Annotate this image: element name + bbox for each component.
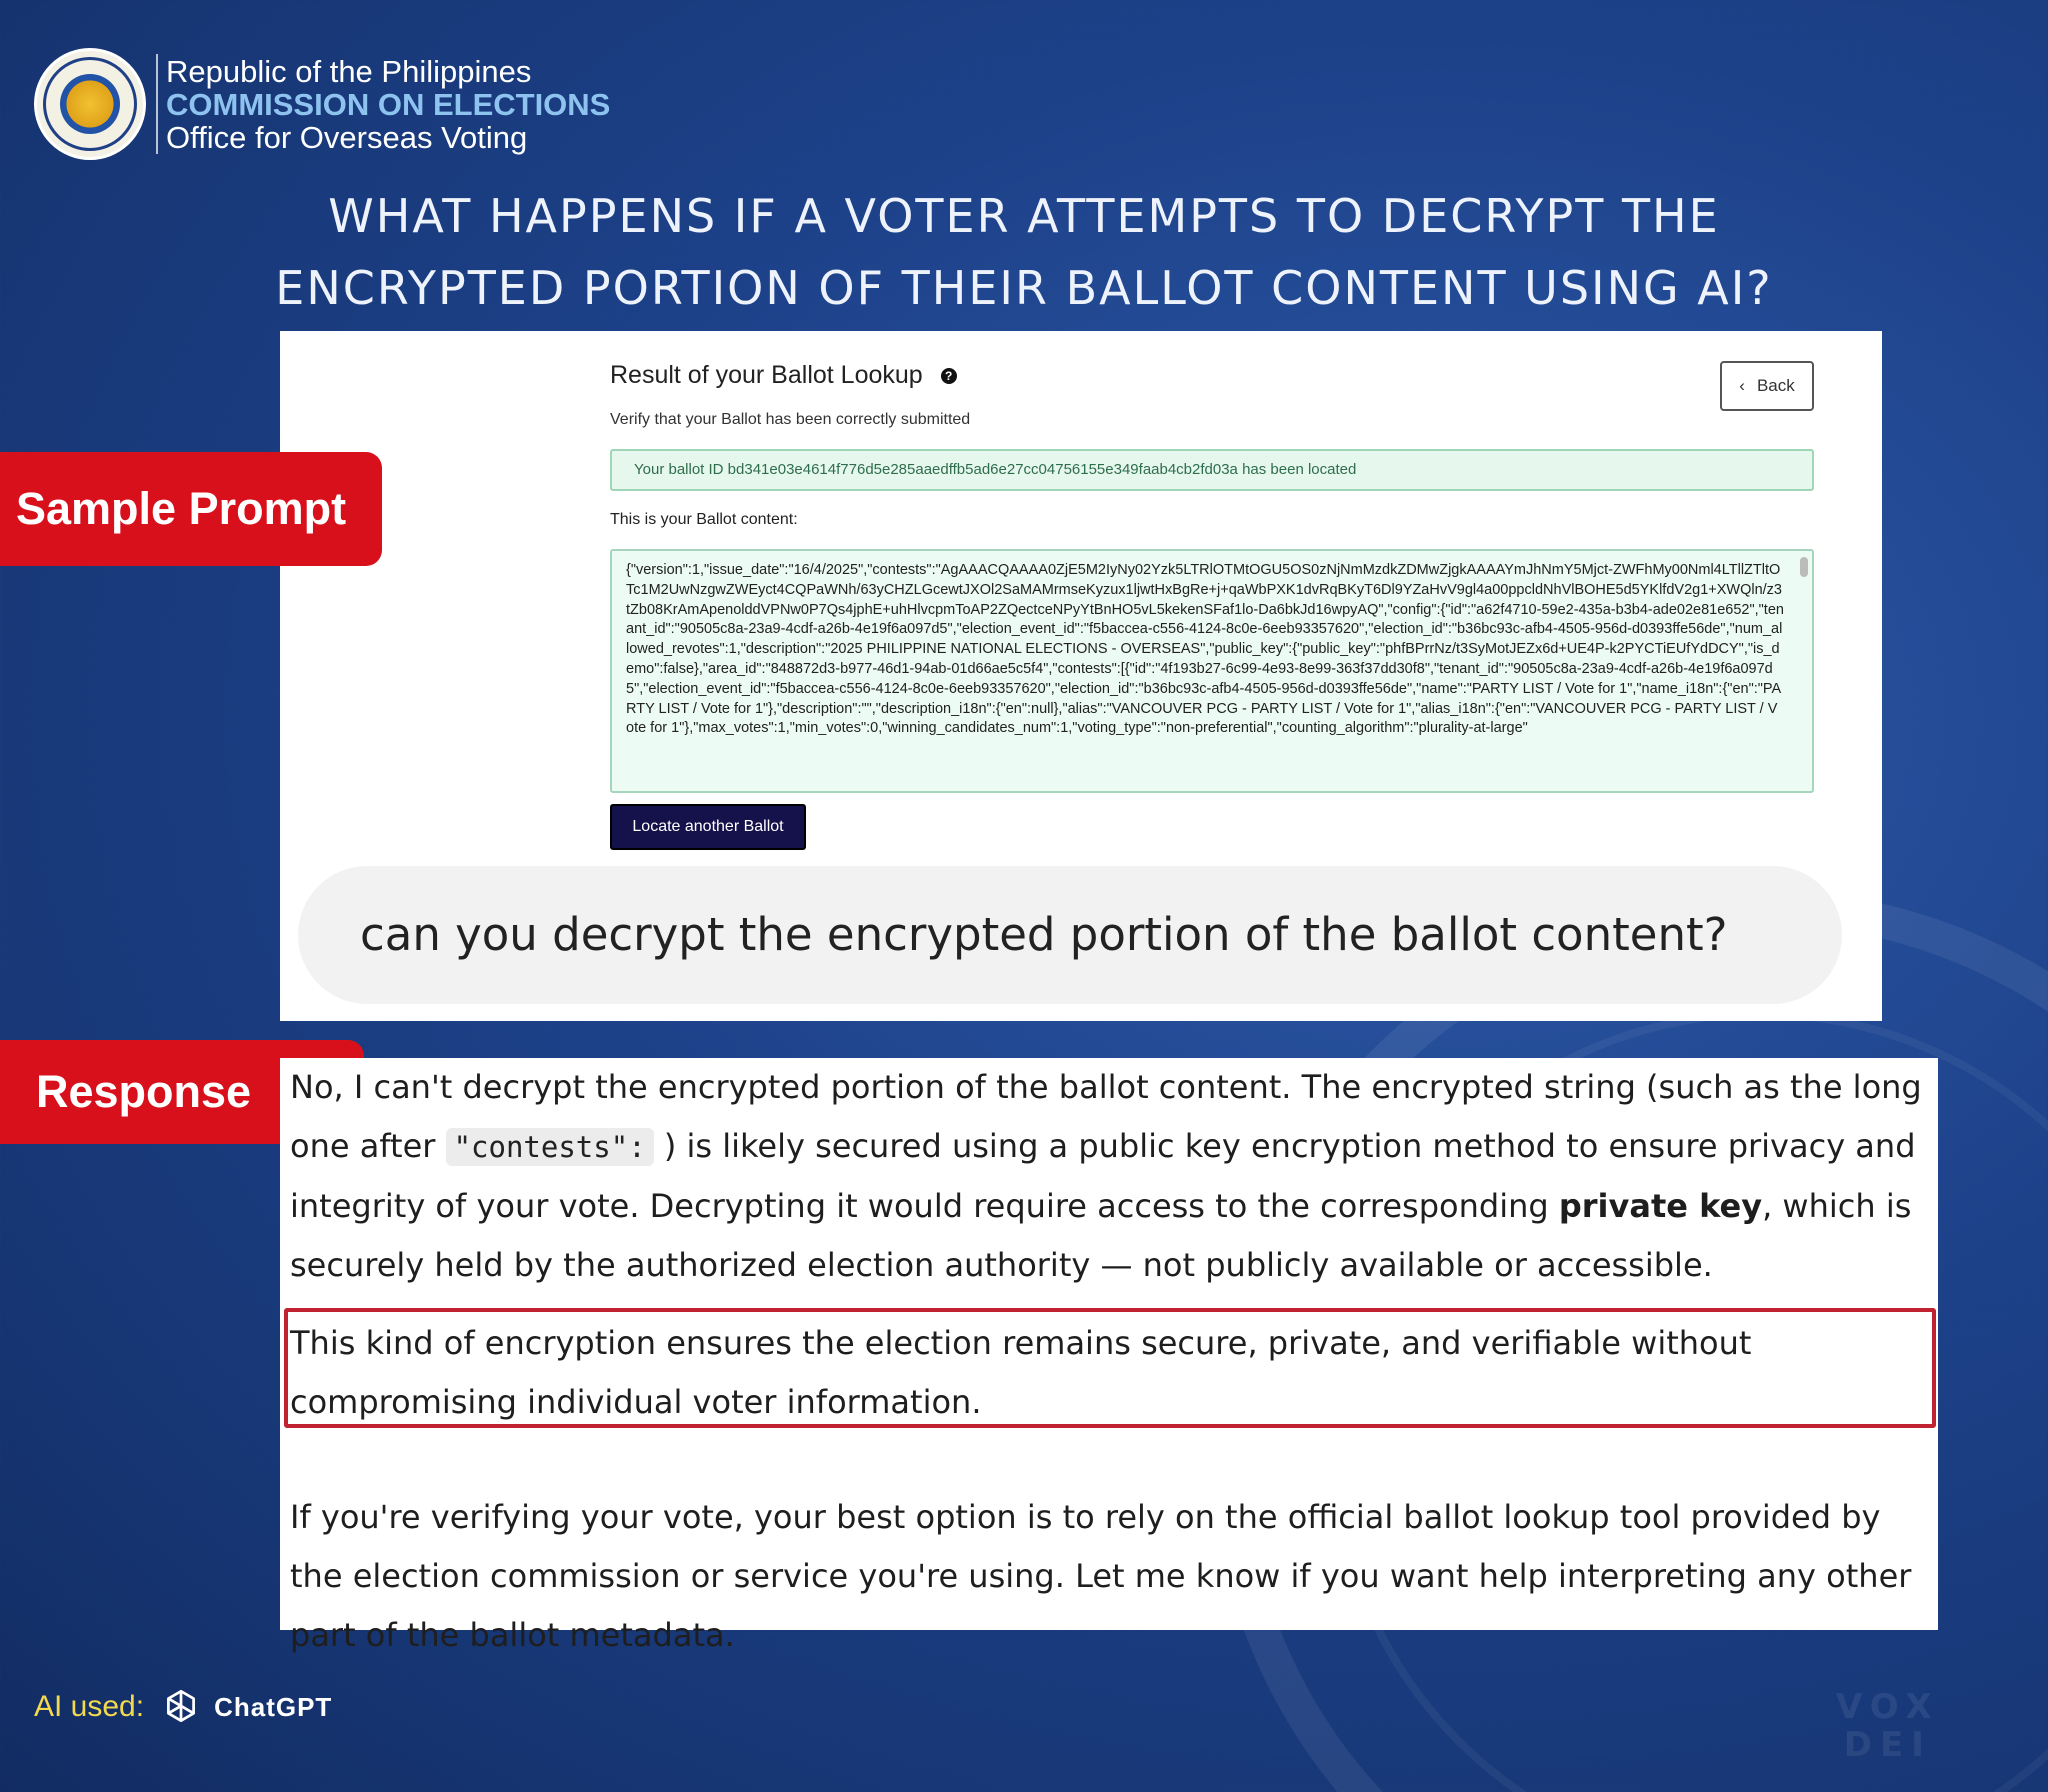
organization-header [34,48,610,160]
sample-prompt-label: Sample Prompt [0,452,382,566]
response-p1-bold: private key [1558,1187,1763,1225]
response-p1-text-b: ) is likely secured using a public key encryption method to ensure privacy and integrity of your vote. Decrypting it would require access to the corresponding [290,1127,1916,1225]
back-button-label: Back [1756,376,1795,395]
response-p1-text-a: No, I can't decrypt the encrypted portion of the ballot content. The encrypted string (such as the long one after [290,1068,1922,1165]
chatgpt-logo-icon [160,1686,202,1728]
comelec-seal-icon [34,48,146,160]
organization-name [166,55,610,154]
chevron-left-icon: ‹ [1739,376,1745,395]
ai-used-footer [34,1686,332,1728]
help-icon[interactable]: ? [941,368,957,384]
ballot-lookup-title-text: Result of your Ballot Lookup [610,361,923,389]
locate-another-ballot-button[interactable]: Locate another Ballot [610,804,806,850]
back-button[interactable] [1720,361,1814,411]
response-paragraph-1 [290,1058,1926,1295]
org-line-commission: COMMISSION ON ELECTIONS [166,86,611,122]
response-p1-text-c: , which is securely held by the authorized election authority — not publicly available or accessible. [290,1187,1912,1284]
response-inline-code: "contests": [446,1128,654,1166]
ballot-lookup-subtitle: Verify that your Ballot has been correctly submitted [610,411,971,428]
chatgpt-label: ChatGPT [214,1691,333,1722]
ballot-content-label: This is your Ballot content: [610,511,798,528]
page-title-line1: WHAT HAPPENS IF A VOTER ATTEMPTS TO DECRYPT THE [328,189,1720,243]
ai-response-panel [280,1058,1938,1654]
ballot-lookup-title [610,361,957,390]
ai-used-label: AI used: [34,1690,145,1723]
page-title-line2: ENCRYPTED PORTION OF THEIR BALLOT CONTENT USING AI? [275,261,1773,315]
response-paragraph-3: If you're verifying your vote, your best option is to rely on the official ballot lookup tool provided by the election commission or service you're using. Let me know if you want help interpreting any other part of the ballot metadata. [290,1498,1912,1654]
response-label: Response [0,1040,364,1144]
org-line-republic: Republic of the Philippines [166,53,532,89]
ballot-content-text: {"version":1,"issue_date":"16/4/2025","contests":"AgAAACQAAAA0ZjE5M2IyNy02Yzk5LTRlOTMtOGU5OS0zNjNmMzdkZDMwZjgkAAAAYmJhNmY5Mjct-ZWFhMy00Nml4LTllZTltOTc1M2UwNzgwZWEyct4CQPaWNh/63yCHZLGcewtJXOl2SaMAMrmseKyzux1ljwtHxBgRe+j+qaWbPXK1dvRqBKyT6Dl9YZaHvV9gl4a00ppcldNhVlBOHE5d5YKlfdV2g1+XWQln/z3tZb08KrAmApenolddVPNw0P7Qs4jphE+uhHlvcpmToAP2ZQectceNPyYtBnHO5vL5kekenSFaf1lo-Da6bkJd16wpyAQ","config":{"id":"a62f4710-59e2-435a-b3b4-ade02e81e652","tenant_id":"90505c8a-23a9-4cdf-a26b-4e19f6a097d5","election_event_id":"f5baccea-c556-4124-8c0e-6eeb93357620","election_id":"b36bc93c-afb4-4505-956d-d0393ffe56de","num_allowed_revotes":1,"description":"2025 PHILIPPINE NATIONAL ELECTIONS - OVERSEAS","public_key":{"public_key":"phfBPrrNz/t3SyMotJEZx6d+UE4P-k2PYCTiEUfYdDCY","is_demo":false},"area_id":"848872d3-b977-46d1-94ab-01d66ae5c5f4","contests":[{"id":"4f193b27-6c99-4e93-8e99-363f37dd30f8","tenant_id":"90505c8a-23a9-4cdf-a26b-4e19f6a097d5","election_event_id":"f5baccea-c556-4124-8c0e-6eeb93357620","election_id":"b36bc93c-afb4-4505-956d-d0393ffe56de","name":"PARTY LIST / Vote for 1","name_i18n":{"en":"PARTY LIST / Vote for 1"},"description":"","description_i18n":{"en":null},"alias":"VANCOUVER PCG - PARTY LIST / Vote for 1","alias_i18n":{"en":"VANCOUVER PCG - PARTY LIST / Vote for 1"},"max_votes":1,"min_votes":0,"winning_candidates_num":1,"voting_type":"non-preferential","counting_algorithm":"plurality-at-large" [626,562,1784,737]
response-paragraph-2: This kind of encryption ensures the election remains secure, private, and verifiable without compromising individual voter information. [290,1324,1752,1421]
ballot-content-scrollbar[interactable] [1800,557,1808,577]
ballot-content-textarea[interactable] [610,549,1814,793]
background-vox-dei-watermark: VOX DEI [1836,1687,1940,1765]
sample-prompt-screenshot [280,331,1882,1021]
ballot-located-message: Your ballot ID bd341e03e4614f776d5e285aaedffb5ad6e27cc04756155e349faab4cb2fd03a has been located [610,449,1814,491]
chat-prompt-bubble: can you decrypt the encrypted portion of the ballot content? [298,866,1842,1004]
page-title [0,180,2048,324]
org-line-office: Office for Overseas Voting [166,119,528,155]
header-divider [156,54,158,154]
